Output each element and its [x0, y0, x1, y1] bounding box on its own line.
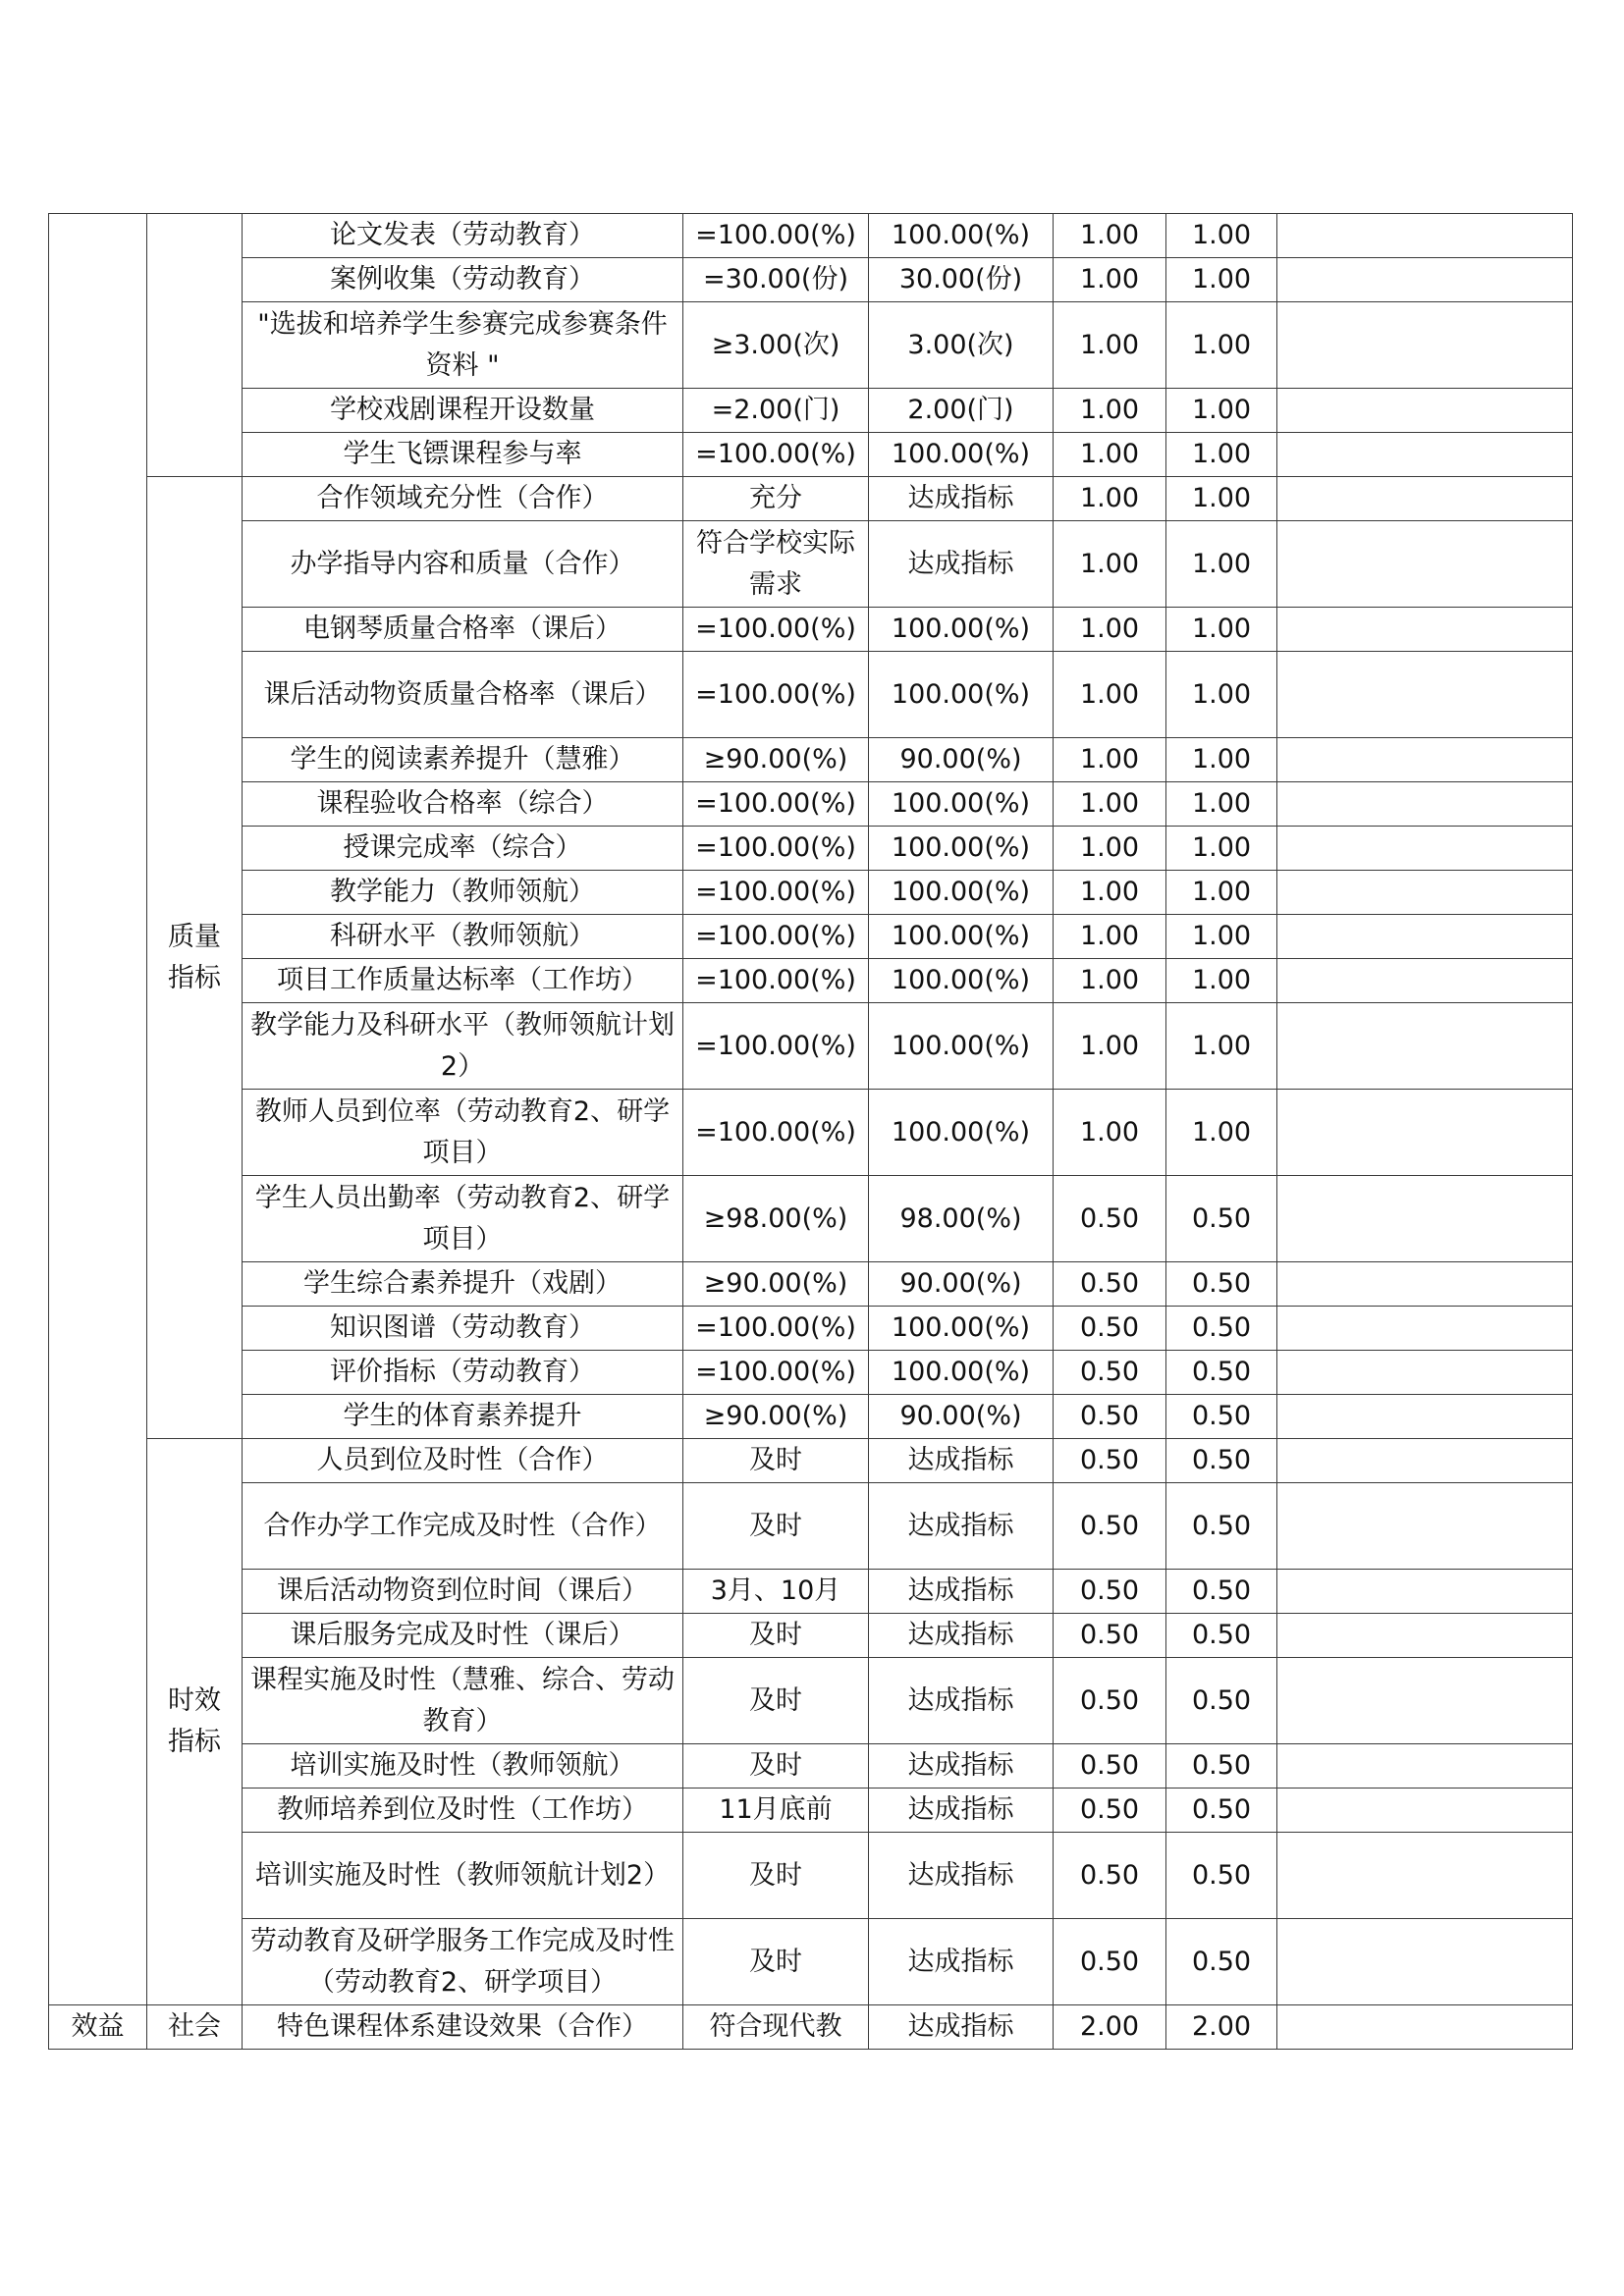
note-cell: [1277, 1351, 1573, 1395]
score-cell: 0.50: [1166, 1307, 1277, 1351]
score-cell: 1.00: [1166, 477, 1277, 521]
score-cell: 1.00: [1166, 959, 1277, 1003]
target-value-cell: =100.00(%): [683, 959, 869, 1003]
table-row: [49, 871, 1573, 915]
score-cell: 1.00: [1166, 258, 1277, 302]
note-cell: [1277, 477, 1573, 521]
indicator-name-cell: 项目工作质量达标率（工作坊）: [243, 959, 683, 1003]
indicator-name-cell: 教师人员到位率（劳动教育2、研学项目）: [243, 1090, 683, 1176]
target-value-cell: =100.00(%): [683, 1090, 869, 1176]
weight-cell: 1.00: [1054, 827, 1166, 871]
indicator-name-cell: 学生综合素养提升（戏剧）: [243, 1262, 683, 1307]
score-cell: 0.50: [1166, 1351, 1277, 1395]
note-cell: [1277, 1439, 1573, 1483]
indicator-name-cell: 课程实施及时性（慧雅、综合、劳动教育）: [243, 1658, 683, 1744]
score-cell: 0.50: [1166, 1789, 1277, 1833]
weight-cell: 1.00: [1054, 389, 1166, 433]
actual-value-cell: 30.00(份): [869, 258, 1054, 302]
level2-category-cell: 质量指标: [147, 477, 243, 1439]
note-cell: [1277, 871, 1573, 915]
score-cell: 1.00: [1166, 433, 1277, 477]
score-cell: 0.50: [1166, 1395, 1277, 1439]
target-value-cell: =100.00(%): [683, 915, 869, 959]
score-cell: 1.00: [1166, 915, 1277, 959]
note-cell: [1277, 915, 1573, 959]
actual-value-cell: 3.00(次): [869, 302, 1054, 389]
indicator-name-cell: 教师培养到位及时性（工作坊）: [243, 1789, 683, 1833]
actual-value-cell: 达成指标: [869, 1833, 1054, 1919]
indicator-name-cell: 特色课程体系建设效果（合作）: [243, 2005, 683, 2050]
actual-value-cell: 98.00(%): [869, 1176, 1054, 1262]
actual-value-cell: 100.00(%): [869, 214, 1054, 258]
target-value-cell: =100.00(%): [683, 214, 869, 258]
performance-indicator-table: [48, 213, 1573, 2050]
weight-cell: 1.00: [1054, 915, 1166, 959]
indicator-name-cell: 授课完成率（综合）: [243, 827, 683, 871]
actual-value-cell: 100.00(%): [869, 433, 1054, 477]
note-cell: [1277, 433, 1573, 477]
weight-cell: 0.50: [1054, 1395, 1166, 1439]
note-cell: [1277, 1003, 1573, 1090]
indicator-name-cell: 办学指导内容和质量（合作）: [243, 521, 683, 608]
indicator-name-cell: 科研水平（教师领航）: [243, 915, 683, 959]
note-cell: [1277, 1090, 1573, 1176]
weight-cell: 0.50: [1054, 1351, 1166, 1395]
target-value-cell: 及时: [683, 1744, 869, 1789]
score-cell: 0.50: [1166, 1614, 1277, 1658]
target-value-cell: 及时: [683, 1919, 869, 2005]
note-cell: [1277, 608, 1573, 652]
indicator-name-cell: 学生飞镖课程参与率: [243, 433, 683, 477]
target-value-cell: 及时: [683, 1833, 869, 1919]
table-row: [49, 302, 1573, 389]
target-value-cell: =100.00(%): [683, 652, 869, 738]
weight-cell: 0.50: [1054, 1483, 1166, 1570]
score-cell: 0.50: [1166, 1439, 1277, 1483]
table-row: [49, 1307, 1573, 1351]
target-value-cell: =100.00(%): [683, 782, 869, 827]
weight-cell: 1.00: [1054, 1090, 1166, 1176]
level1-category-cell: 效益: [49, 2005, 147, 2050]
note-cell: [1277, 1833, 1573, 1919]
actual-value-cell: 达成指标: [869, 1744, 1054, 1789]
score-cell: 2.00: [1166, 2005, 1277, 2050]
actual-value-cell: 100.00(%): [869, 1003, 1054, 1090]
score-cell: 1.00: [1166, 521, 1277, 608]
note-cell: [1277, 1919, 1573, 2005]
target-value-cell: 及时: [683, 1658, 869, 1744]
indicator-name-cell: 培训实施及时性（教师领航计划2）: [243, 1833, 683, 1919]
score-cell: 1.00: [1166, 214, 1277, 258]
indicator-name-cell: 学校戏剧课程开设数量: [243, 389, 683, 433]
note-cell: [1277, 959, 1573, 1003]
note-cell: [1277, 258, 1573, 302]
indicator-name-cell: 学生的阅读素养提升（慧雅）: [243, 738, 683, 782]
target-value-cell: ≥98.00(%): [683, 1176, 869, 1262]
actual-value-cell: 100.00(%): [869, 1307, 1054, 1351]
table-row: [49, 959, 1573, 1003]
weight-cell: 1.00: [1054, 477, 1166, 521]
table-row: [49, 521, 1573, 608]
table-row: [49, 827, 1573, 871]
target-value-cell: =100.00(%): [683, 433, 869, 477]
target-value-cell: =30.00(份): [683, 258, 869, 302]
weight-cell: 0.50: [1054, 1176, 1166, 1262]
actual-value-cell: 100.00(%): [869, 959, 1054, 1003]
target-value-cell: ≥90.00(%): [683, 738, 869, 782]
indicator-name-cell: 课后服务完成及时性（课后）: [243, 1614, 683, 1658]
weight-cell: 1.00: [1054, 608, 1166, 652]
table-row: [49, 1833, 1573, 1919]
actual-value-cell: 100.00(%): [869, 1351, 1054, 1395]
indicator-name-cell: 知识图谱（劳动教育）: [243, 1307, 683, 1351]
weight-cell: 0.50: [1054, 1614, 1166, 1658]
score-cell: 0.50: [1166, 1658, 1277, 1744]
weight-cell: 0.50: [1054, 1439, 1166, 1483]
weight-cell: 0.50: [1054, 1307, 1166, 1351]
weight-cell: 1.00: [1054, 959, 1166, 1003]
score-cell: 1.00: [1166, 608, 1277, 652]
actual-value-cell: 100.00(%): [869, 1090, 1054, 1176]
score-cell: 1.00: [1166, 302, 1277, 389]
note-cell: [1277, 1176, 1573, 1262]
table-row: [49, 915, 1573, 959]
actual-value-cell: 达成指标: [869, 1570, 1054, 1614]
actual-value-cell: 达成指标: [869, 477, 1054, 521]
note-cell: [1277, 1307, 1573, 1351]
weight-cell: 1.00: [1054, 302, 1166, 389]
note-cell: [1277, 302, 1573, 389]
score-cell: 0.50: [1166, 1570, 1277, 1614]
note-cell: [1277, 1789, 1573, 1833]
score-cell: 0.50: [1166, 1483, 1277, 1570]
note-cell: [1277, 1744, 1573, 1789]
score-cell: 0.50: [1166, 1176, 1277, 1262]
table-row: [49, 2005, 1573, 2050]
weight-cell: 1.00: [1054, 871, 1166, 915]
target-value-cell: ≥90.00(%): [683, 1262, 869, 1307]
target-value-cell: ≥90.00(%): [683, 1395, 869, 1439]
indicator-name-cell: 电钢琴质量合格率（课后）: [243, 608, 683, 652]
table-row: [49, 477, 1573, 521]
weight-cell: 0.50: [1054, 1833, 1166, 1919]
target-value-cell: =2.00(门): [683, 389, 869, 433]
table-row: [49, 1919, 1573, 2005]
target-value-cell: =100.00(%): [683, 1307, 869, 1351]
score-cell: 0.50: [1166, 1744, 1277, 1789]
target-value-cell: 充分: [683, 477, 869, 521]
table-row: [49, 258, 1573, 302]
table-row: [49, 1262, 1573, 1307]
target-value-cell: 及时: [683, 1439, 869, 1483]
level2-category-cell: 社会: [147, 2005, 243, 2050]
actual-value-cell: 100.00(%): [869, 871, 1054, 915]
score-cell: 1.00: [1166, 652, 1277, 738]
indicator-name-cell: 教学能力及科研水平（教师领航计划2）: [243, 1003, 683, 1090]
actual-value-cell: 达成指标: [869, 1614, 1054, 1658]
actual-value-cell: 达成指标: [869, 2005, 1054, 2050]
note-cell: [1277, 521, 1573, 608]
table-row: [49, 1614, 1573, 1658]
note-cell: [1277, 782, 1573, 827]
table-row: [49, 738, 1573, 782]
actual-value-cell: 100.00(%): [869, 782, 1054, 827]
weight-cell: 0.50: [1054, 1262, 1166, 1307]
weight-cell: 0.50: [1054, 1789, 1166, 1833]
score-cell: 1.00: [1166, 738, 1277, 782]
table-row: [49, 1351, 1573, 1395]
table-row: [49, 652, 1573, 738]
target-value-cell: =100.00(%): [683, 1351, 869, 1395]
note-cell: [1277, 827, 1573, 871]
actual-value-cell: 90.00(%): [869, 1262, 1054, 1307]
indicator-name-cell: 合作办学工作完成及时性（合作）: [243, 1483, 683, 1570]
score-cell: 1.00: [1166, 389, 1277, 433]
note-cell: [1277, 214, 1573, 258]
weight-cell: 1.00: [1054, 433, 1166, 477]
actual-value-cell: 达成指标: [869, 521, 1054, 608]
table-row: [49, 1483, 1573, 1570]
actual-value-cell: 达成指标: [869, 1658, 1054, 1744]
table-row: [49, 433, 1573, 477]
score-cell: 0.50: [1166, 1919, 1277, 2005]
actual-value-cell: 100.00(%): [869, 608, 1054, 652]
score-cell: 1.00: [1166, 1003, 1277, 1090]
target-value-cell: 3月、10月: [683, 1570, 869, 1614]
actual-value-cell: 达成指标: [869, 1439, 1054, 1483]
note-cell: [1277, 1614, 1573, 1658]
actual-value-cell: 达成指标: [869, 1789, 1054, 1833]
weight-cell: 1.00: [1054, 258, 1166, 302]
actual-value-cell: 100.00(%): [869, 652, 1054, 738]
indicator-name-cell: "选拔和培养学生参赛完成参赛条件资料 ": [243, 302, 683, 389]
table-row: [49, 389, 1573, 433]
weight-cell: 1.00: [1054, 521, 1166, 608]
weight-cell: 0.50: [1054, 1744, 1166, 1789]
target-value-cell: 符合现代教: [683, 2005, 869, 2050]
level2-category-cell: 时效指标: [147, 1439, 243, 2005]
actual-value-cell: 90.00(%): [869, 738, 1054, 782]
note-cell: [1277, 2005, 1573, 2050]
weight-cell: 1.00: [1054, 738, 1166, 782]
score-cell: 1.00: [1166, 827, 1277, 871]
note-cell: [1277, 1395, 1573, 1439]
level2-category-cell: [147, 214, 243, 477]
score-cell: 0.50: [1166, 1833, 1277, 1919]
indicator-name-cell: 培训实施及时性（教师领航）: [243, 1744, 683, 1789]
actual-value-cell: 达成指标: [869, 1919, 1054, 2005]
target-value-cell: =100.00(%): [683, 871, 869, 915]
indicator-name-cell: 课程验收合格率（综合）: [243, 782, 683, 827]
level1-category-cell: [49, 214, 147, 2005]
indicator-name-cell: 学生人员出勤率（劳动教育2、研学项目）: [243, 1176, 683, 1262]
actual-value-cell: 100.00(%): [869, 915, 1054, 959]
table-row: [49, 1003, 1573, 1090]
indicator-name-cell: 论文发表（劳动教育）: [243, 214, 683, 258]
score-cell: 1.00: [1166, 871, 1277, 915]
table-row: [49, 1658, 1573, 1744]
target-value-cell: =100.00(%): [683, 608, 869, 652]
indicator-name-cell: 人员到位及时性（合作）: [243, 1439, 683, 1483]
weight-cell: 1.00: [1054, 214, 1166, 258]
score-cell: 0.50: [1166, 1262, 1277, 1307]
target-value-cell: 11月底前: [683, 1789, 869, 1833]
target-value-cell: ≥3.00(次): [683, 302, 869, 389]
actual-value-cell: 90.00(%): [869, 1395, 1054, 1439]
table-row: [49, 214, 1573, 258]
note-cell: [1277, 652, 1573, 738]
target-value-cell: =100.00(%): [683, 1003, 869, 1090]
score-cell: 1.00: [1166, 782, 1277, 827]
table-row: [49, 1744, 1573, 1789]
score-cell: 1.00: [1166, 1090, 1277, 1176]
target-value-cell: 及时: [683, 1614, 869, 1658]
weight-cell: 1.00: [1054, 652, 1166, 738]
table-row: [49, 1789, 1573, 1833]
note-cell: [1277, 1262, 1573, 1307]
target-value-cell: =100.00(%): [683, 827, 869, 871]
indicator-name-cell: 劳动教育及研学服务工作完成及时性（劳动教育2、研学项目）: [243, 1919, 683, 2005]
table-row: [49, 1439, 1573, 1483]
table-row: [49, 608, 1573, 652]
weight-cell: 2.00: [1054, 2005, 1166, 2050]
weight-cell: 0.50: [1054, 1919, 1166, 2005]
note-cell: [1277, 738, 1573, 782]
indicator-name-cell: 课后活动物资质量合格率（课后）: [243, 652, 683, 738]
table-row: [49, 1090, 1573, 1176]
indicator-name-cell: 案例收集（劳动教育）: [243, 258, 683, 302]
target-value-cell: 及时: [683, 1483, 869, 1570]
weight-cell: 0.50: [1054, 1570, 1166, 1614]
table-row: [49, 1176, 1573, 1262]
actual-value-cell: 100.00(%): [869, 827, 1054, 871]
weight-cell: 0.50: [1054, 1658, 1166, 1744]
indicator-name-cell: 评价指标（劳动教育）: [243, 1351, 683, 1395]
actual-value-cell: 达成指标: [869, 1483, 1054, 1570]
target-value-cell: 符合学校实际需求: [683, 521, 869, 608]
note-cell: [1277, 389, 1573, 433]
weight-cell: 1.00: [1054, 782, 1166, 827]
table-row: [49, 1570, 1573, 1614]
table-row: [49, 782, 1573, 827]
table-row: [49, 1395, 1573, 1439]
actual-value-cell: 2.00(门): [869, 389, 1054, 433]
note-cell: [1277, 1570, 1573, 1614]
indicator-name-cell: 学生的体育素养提升: [243, 1395, 683, 1439]
weight-cell: 1.00: [1054, 1003, 1166, 1090]
note-cell: [1277, 1658, 1573, 1744]
note-cell: [1277, 1483, 1573, 1570]
indicator-name-cell: 教学能力（教师领航）: [243, 871, 683, 915]
indicator-name-cell: 课后活动物资到位时间（课后）: [243, 1570, 683, 1614]
indicator-name-cell: 合作领域充分性（合作）: [243, 477, 683, 521]
